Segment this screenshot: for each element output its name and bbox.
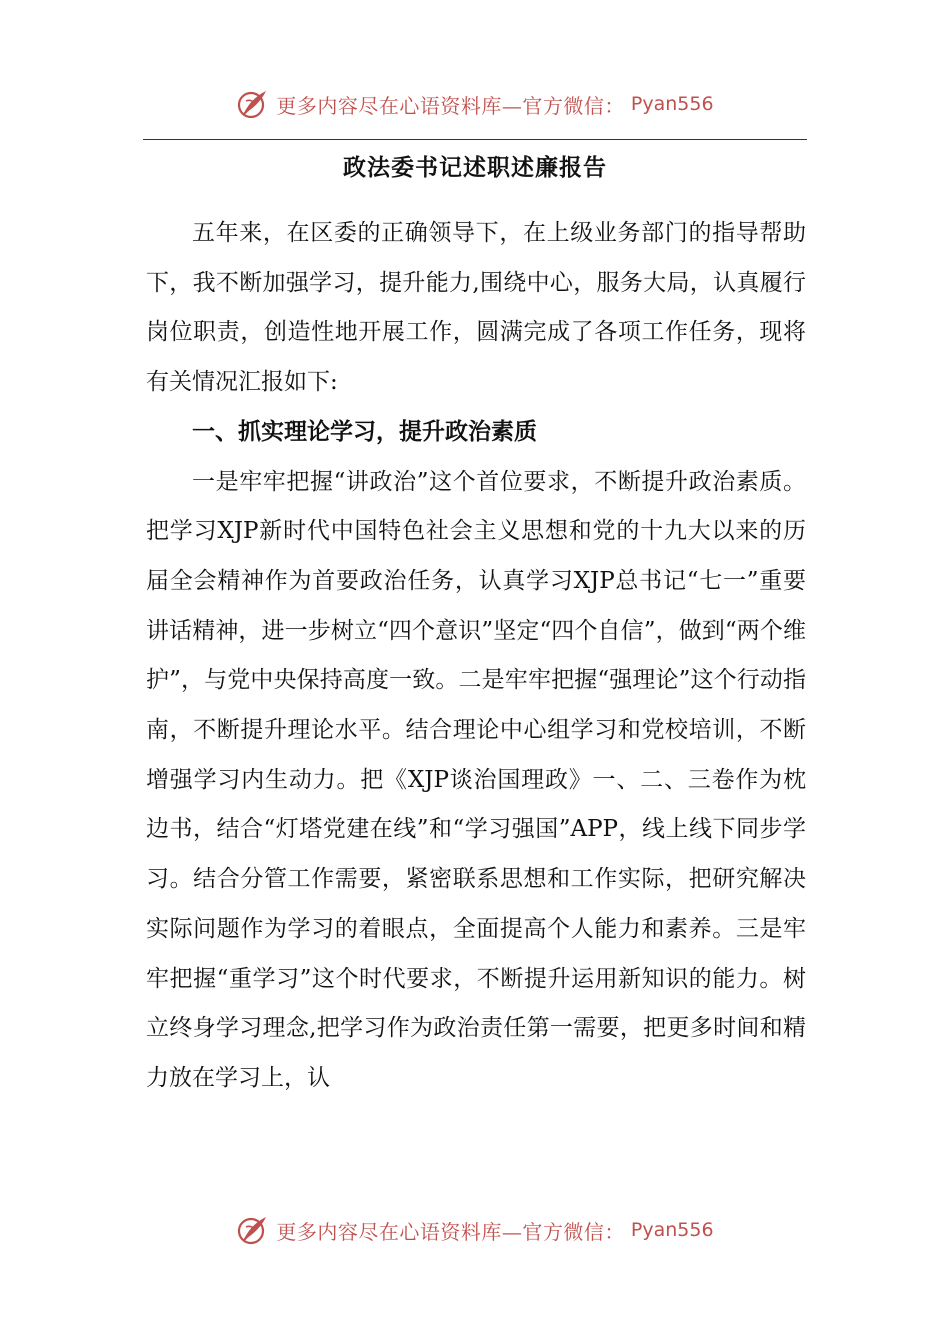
header-divider (143, 139, 807, 140)
wechat-id: Pyan556 (630, 93, 714, 115)
document-title: 政法委书记述职述廉报告 (343, 154, 607, 181)
header-banner (0, 84, 950, 124)
wechat-id: Pyan556 (630, 1219, 714, 1241)
section-heading: 一、抓实理论学习，提升政治素质 (192, 418, 537, 445)
quill-pen-logo-icon (236, 1213, 270, 1247)
section-paragraph: 一是牢牢把握“讲政治”这个首位要求，不断提升政治素质。把学习XJP新时代中国特色社会主义思想和党的十九大以来的历届全会精神作为首要政治任务，认真学习XJP总书记“七一”重要讲话精神，进一步树立“四个意识”坚定“四个自信”，做到“两个维护”，与党中央保持高度一致。二是牢牢把握“强理论”这个行动指南，不断提升理论水平。结合理论中心组学习和党校培训，不断增强学习内生动力。把《XJP谈治国理政》一、二、三卷作为枕边书，结合“灯塔党建在线”和“学习强国”APP，线上线下同步学习。结合分管工作需要，紧密联系思想和工作实际，把研究解决实际问题作为学习的着眼点，全面提高个人能力和素养。三是牢牢把握“重学习”这个时代要求，不断提升运用新知识的能力。树立终身学习理念,把学习作为政治责任第一需要，把更多时间和精力放在学习上，认 (146, 468, 806, 1091)
banner-text: 更多内容尽在心语资料库—官方微信： (276, 93, 625, 118)
banner-text: 更多内容尽在心语资料库—官方微信： (276, 1219, 625, 1244)
document-body (146, 209, 806, 1104)
footer-banner (0, 1210, 950, 1250)
intro-paragraph: 五年来，在区委的正确领导下，在上级业务部门的指导帮助下，我不断加强学习，提升能力,围绕中心，服务大局，认真履行岗位职责，创造性地开展工作，圆满完成了各项工作任务，现将有关情况汇报如下: (146, 220, 806, 396)
quill-pen-logo-icon (236, 87, 270, 121)
